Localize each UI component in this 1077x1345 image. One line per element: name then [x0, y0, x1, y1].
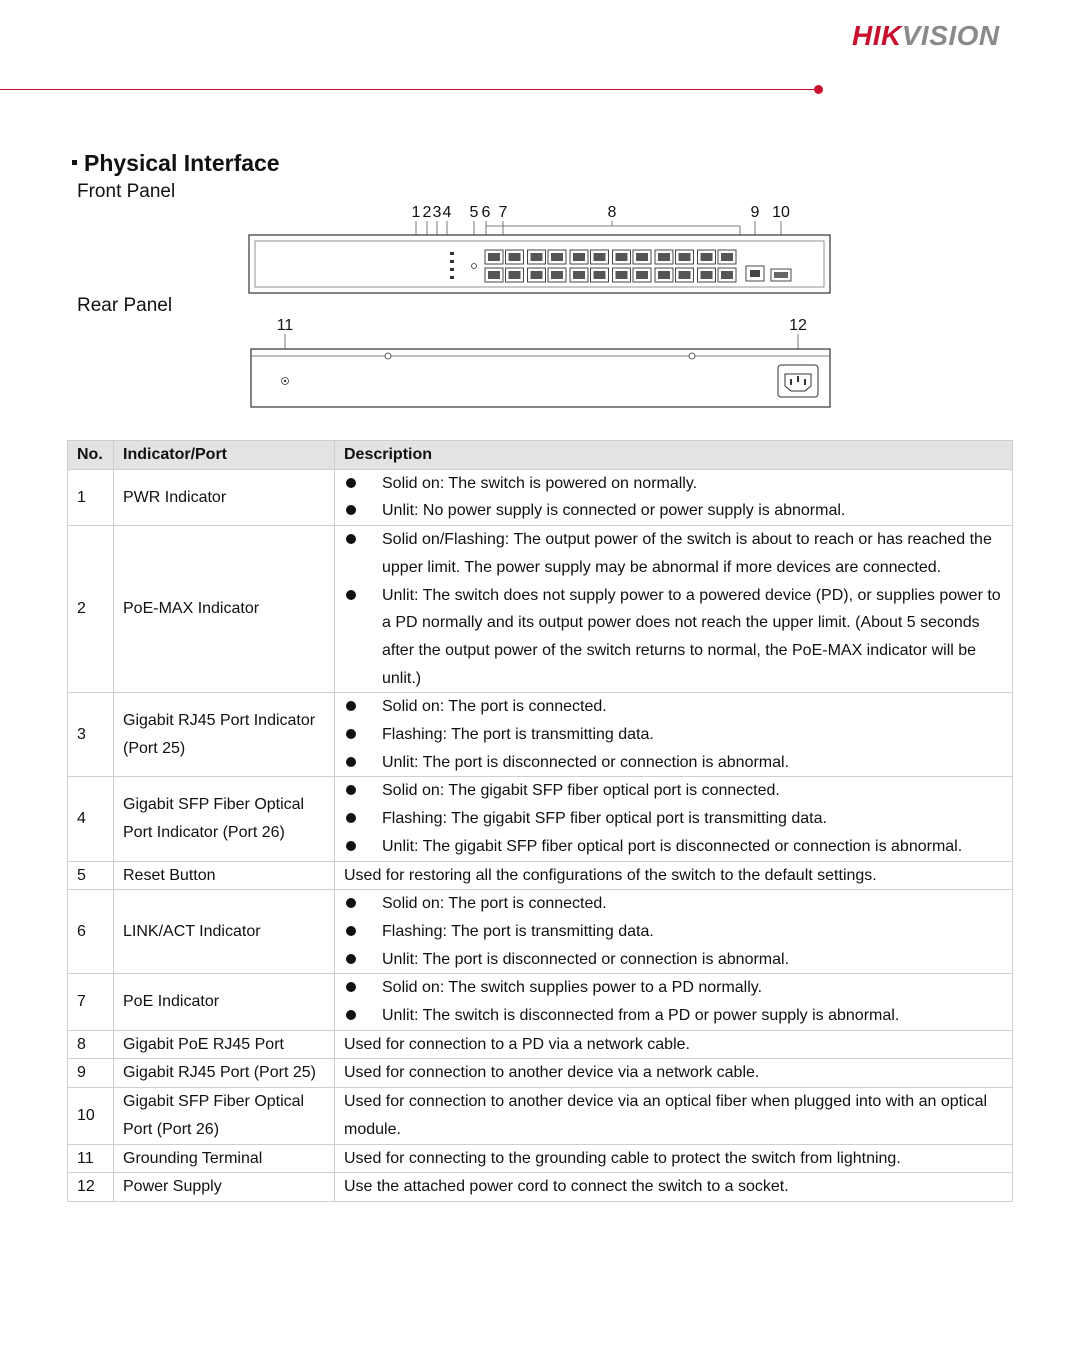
rj45-port [548, 268, 566, 282]
row-indicator-port: Gigabit SFP Fiber Optical Port (Port 26) [114, 1088, 335, 1144]
row-indicator-port: PoE-MAX Indicator [114, 526, 335, 693]
row-description: Used for connection to another device via an optical fiber when plugged into with an optical module. [335, 1088, 1013, 1144]
description-bullet: Unlit: The gigabit SFP fiber optical port is disconnected or connection is abnormal. [344, 833, 1003, 861]
callout-1: 1 [411, 204, 421, 221]
row-number: 11 [68, 1144, 114, 1173]
table-row [68, 890, 1013, 974]
rj45-port [718, 250, 736, 264]
rj45-port [528, 250, 546, 264]
description-bullet: Flashing: The port is transmitting data. [344, 721, 1003, 749]
row-number: 6 [68, 890, 114, 974]
row-indicator-port: PoE Indicator [114, 974, 335, 1030]
table-row [68, 693, 1013, 777]
rj45-port [591, 250, 609, 264]
callout-4: 4 [442, 204, 452, 221]
row-indicator-port: Gigabit SFP Fiber Optical Port Indicator (Port 26) [114, 777, 335, 861]
row-indicator-port: LINK/ACT Indicator [114, 890, 335, 974]
description-bullet: Solid on: The port is connected. [344, 890, 1003, 918]
description-bullet: Unlit: The port is disconnected or connection is abnormal. [344, 749, 1003, 777]
rj45-port [485, 250, 503, 264]
row-indicator-port: PWR Indicator [114, 469, 335, 525]
description-bullet-list [344, 777, 1003, 860]
rear-screw-right [689, 353, 695, 359]
rj45-port [506, 250, 524, 264]
row-description: Used for connection to another device via a network cable. [335, 1059, 1013, 1088]
rj45-port [591, 268, 609, 282]
interface-spec-table [67, 440, 1013, 1202]
callout-9: 9 [750, 204, 760, 221]
row-description: Used for restoring all the configurations of the switch to the default settings. [335, 861, 1013, 890]
row-indicator-port: Gigabit RJ45 Port (Port 25) [114, 1059, 335, 1088]
row-indicator-port: Grounding Terminal [114, 1144, 335, 1173]
table-row [68, 526, 1013, 693]
rj45-port [698, 250, 716, 264]
front-panel-label: Front Panel [77, 181, 176, 202]
switch-panel-diagram [240, 198, 840, 413]
section-title [72, 150, 280, 177]
callout-6: 6 [481, 204, 491, 221]
row-description: Use the attached power cord to connect the switch to a socket. [335, 1173, 1013, 1202]
description-bullet: Solid on: The switch supplies power to a PD normally. [344, 974, 1003, 1002]
description-bullet-list [344, 974, 1003, 1029]
description-bullet: Solid on: The switch is powered on normally. [344, 470, 1003, 498]
rj45-port [570, 250, 588, 264]
row-indicator-port: Reset Button [114, 861, 335, 890]
row-number: 5 [68, 861, 114, 890]
callout-7: 7 [498, 204, 508, 221]
header-no: No. [68, 441, 114, 470]
description-bullet: Flashing: The gigabit SFP fiber optical port is transmitting data. [344, 805, 1003, 833]
description-bullet: Unlit: The switch does not supply power to a powered device (PD), or supplies power to a PD normally and its output power does not reach the upper limit. (About 5 seconds after the output power of the switch returns to normal, the PoE-MAX indicator will be unlit.) [344, 582, 1003, 693]
callout-2: 2 [422, 204, 432, 221]
header-indicator-port: Indicator/Port [114, 441, 335, 470]
description-bullet-list [344, 890, 1003, 973]
rear-panel-label: Rear Panel [77, 295, 173, 316]
callout-3: 3 [432, 204, 442, 221]
row-description [335, 469, 1013, 525]
row-number: 12 [68, 1173, 114, 1202]
callout-8: 8 [607, 204, 617, 221]
table-row [68, 1144, 1013, 1173]
row-number: 9 [68, 1059, 114, 1088]
rj45-port [633, 268, 651, 282]
row-number: 10 [68, 1088, 114, 1144]
description-bullet: Unlit: The port is disconnected or connection is abnormal. [344, 946, 1003, 974]
row-indicator-port: Gigabit PoE RJ45 Port [114, 1030, 335, 1059]
description-bullet-list [344, 470, 1003, 525]
row-number: 3 [68, 693, 114, 777]
rj45-port [718, 268, 736, 282]
header-description: Description [335, 441, 1013, 470]
rj45-port [485, 268, 503, 282]
rj45-port [655, 268, 673, 282]
hikvision-logo [852, 20, 1000, 52]
description-bullet: Flashing: The port is transmitting data. [344, 918, 1003, 946]
front-panel [249, 235, 830, 293]
front-callout-numbers [412, 204, 790, 221]
header-rule-dot [814, 85, 823, 94]
description-bullet-list [344, 693, 1003, 776]
rj45-port [698, 268, 716, 282]
callout-12: 12 [789, 317, 807, 334]
description-bullet: Solid on: The port is connected. [344, 693, 1003, 721]
row-number: 1 [68, 469, 114, 525]
callout-10: 10 [772, 204, 790, 221]
logo-part-vision: VISION [901, 20, 1000, 51]
description-bullet-list [344, 526, 1003, 692]
rj45-port [676, 250, 694, 264]
callout-11: 11 [276, 317, 294, 334]
rear-callout-numbers [277, 317, 807, 334]
rj45-port [548, 250, 566, 264]
row-description [335, 777, 1013, 861]
row-number: 4 [68, 777, 114, 861]
table-row [68, 1059, 1013, 1088]
row-indicator-port: Gigabit RJ45 Port Indicator (Port 25) [114, 693, 335, 777]
row-number: 2 [68, 526, 114, 693]
rear-screw-left [385, 353, 391, 359]
description-bullet: Solid on/Flashing: The output power of the switch is about to reach or has reached the upper limit. The power supply may be abnormal if more devices are connected. [344, 526, 1003, 581]
rj45-port [506, 268, 524, 282]
description-bullet: Unlit: The switch is disconnected from a PD or power supply is abnormal. [344, 1002, 1003, 1030]
uplink-rj45-port [746, 266, 764, 281]
row-description [335, 890, 1013, 974]
table-row [68, 1088, 1013, 1144]
row-description [335, 526, 1013, 693]
table-row [68, 861, 1013, 890]
rj45-port [633, 250, 651, 264]
rj45-port [528, 268, 546, 282]
table-row [68, 469, 1013, 525]
power-socket-icon [778, 365, 818, 397]
rj45-port [613, 250, 631, 264]
table-header-row [68, 441, 1013, 470]
section-title-text: Physical Interface [84, 150, 280, 176]
description-bullet: Unlit: No power supply is connected or power supply is abnormal. [344, 497, 1003, 525]
description-bullet: Solid on: The gigabit SFP fiber optical port is connected. [344, 777, 1003, 805]
square-bullet-icon [72, 160, 77, 165]
sfp-fiber-port [771, 269, 791, 281]
rj45-port [613, 268, 631, 282]
rj45-port [676, 268, 694, 282]
table-row [68, 1030, 1013, 1059]
logo-part-hik: HIK [852, 20, 902, 51]
row-number: 7 [68, 974, 114, 1030]
row-description [335, 974, 1013, 1030]
rj45-port [655, 250, 673, 264]
header-rule [0, 89, 815, 90]
table-row [68, 777, 1013, 861]
rj45-port [570, 268, 588, 282]
callout-5: 5 [469, 204, 479, 221]
row-description: Used for connection to a PD via a network cable. [335, 1030, 1013, 1059]
row-description [335, 693, 1013, 777]
table-row [68, 1173, 1013, 1202]
row-number: 8 [68, 1030, 114, 1059]
table-row [68, 974, 1013, 1030]
row-indicator-port: Power Supply [114, 1173, 335, 1202]
row-description: Used for connecting to the grounding cable to protect the switch from lightning. [335, 1144, 1013, 1173]
rear-panel [251, 349, 830, 407]
